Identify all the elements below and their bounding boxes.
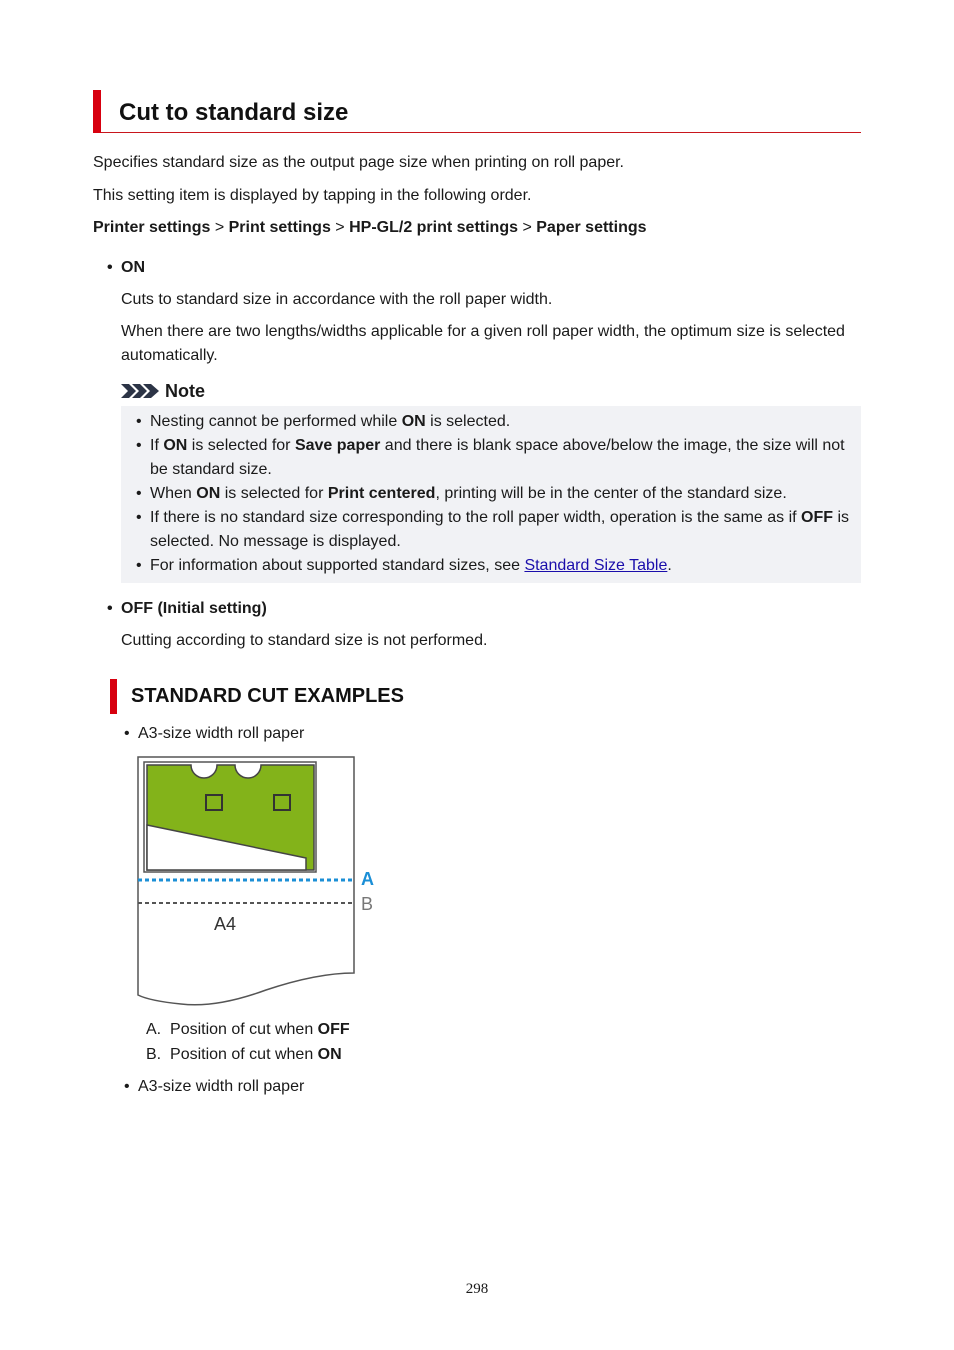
bullet-dot: • [136,437,142,454]
standard-size-table-link[interactable]: Standard Size Table [524,557,668,574]
option-on-description: Cuts to standard size in accordance with the roll paper width. [121,291,553,308]
bullet-dot: • [136,557,142,574]
paper-size-label: A4 [214,914,237,934]
option-on-detail-line1: When there are two lengths/widths applicable for a given roll paper width, the optimum size is selected [121,323,845,340]
section-accent-bar [110,679,117,714]
breadcrumb-paper-settings: Paper settings [536,219,647,236]
note-item: • For information about supported standard sizes, see Standard Size Table. [150,554,852,578]
note-item: • Nesting cannot be performed while ON is selected. [150,410,852,434]
option-off-label: OFF (Initial setting) [121,600,267,617]
intro-paragraph-2: This setting item is displayed by tapping in the following order. [93,187,532,204]
breadcrumb-hpgl2-settings: HP-GL/2 print settings [349,219,518,236]
example-bullet-1: A3-size width roll paper [138,725,305,742]
note-arrows-icon [121,382,161,400]
cut-position-diagram [136,755,381,1007]
option-on-label: ON [121,259,145,276]
legend-item-a: A. Position of cut when OFF [146,1021,350,1038]
page-title [93,90,861,133]
bullet-dot: • [107,600,113,617]
breadcrumb-separator: > [214,219,225,236]
bullet-dot: • [136,413,142,430]
section-heading [110,679,610,714]
note-title: Note [165,381,205,401]
note-item: • If there is no standard size corresponding to the roll paper width, operation is the same as if OFF is selected. No message is displayed. [150,506,852,554]
note-box [121,406,861,583]
page-number: 298 [465,1281,489,1297]
legend-item-b: B. Position of cut when ON [146,1046,342,1063]
example-bullet-2: A3-size width roll paper [138,1078,305,1095]
label-a: A [361,869,374,889]
label-b: B [361,894,374,914]
breadcrumb-separator: > [522,219,532,236]
intro-paragraph-1: Specifies standard size as the output page size when printing on roll paper. [93,154,624,171]
page-heading: Cut to standard size [119,99,349,126]
bullet-dot: • [136,509,142,526]
bullet-dot: • [124,1078,130,1095]
option-off-description: Cutting according to standard size is not performed. [121,632,488,649]
bullet-dot: • [124,725,130,742]
title-accent-bar [93,90,101,133]
breadcrumb-separator: > [335,219,345,236]
bullet-dot: • [107,259,113,276]
bullet-dot: • [136,485,142,502]
note-item: • If ON is selected for Save paper and there is blank space above/below the image, the size will not be standard size. [150,434,852,482]
section-title: STANDARD CUT EXAMPLES [131,685,404,707]
option-on-detail-line2: automatically. [121,347,218,364]
breadcrumb-printer-settings: Printer settings [93,219,211,236]
breadcrumb [93,216,647,240]
note-item: • When ON is selected for Print centered, printing will be in the center of the standard size. [150,482,852,506]
breadcrumb-print-settings: Print settings [228,219,331,236]
